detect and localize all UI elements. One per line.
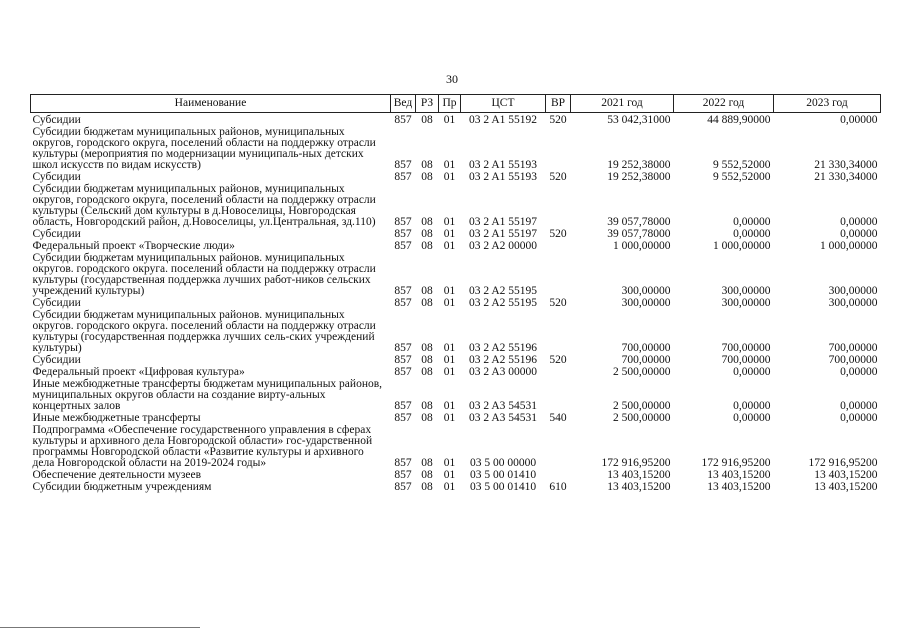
cell-cst: 03 2 A3 54531 — [468, 412, 538, 424]
table-row — [31, 310, 881, 355]
cell-cst: 03 2 A1 55197 — [468, 228, 538, 240]
cell-pr: 01 — [443, 457, 456, 469]
cell-vr: 610 — [549, 481, 567, 493]
cell-ved: 857 — [394, 354, 412, 366]
cell-2021: 172 916,95200 — [601, 457, 671, 469]
cell-2022: 0,00000 — [733, 216, 771, 228]
cell-name: Подпрограмма «Обеспечение государственного управления в сферах культуры и архивного дела Новгородской области» гос-ударственной программы Новгородской области «Развитие культуры и архивного дела Новгородской области на 2019-2024 годы» — [32, 424, 373, 469]
cell-cst: 03 2 A2 55195 — [468, 297, 538, 309]
cell-pr: 01 — [443, 342, 456, 354]
cell-2021: 2 500,00000 — [613, 400, 671, 412]
cell-rz: 08 — [421, 469, 433, 481]
cell-vr — [546, 425, 571, 470]
cell-2022: 300,00000 — [721, 297, 771, 309]
header-ved: Вед — [391, 95, 416, 113]
cell-2023: 0,00000 — [840, 412, 878, 424]
header-vr: ВР — [546, 95, 571, 113]
cell-2023: 0,00000 — [840, 228, 878, 240]
cell-rz: 08 — [421, 171, 433, 183]
cell-2023: 1 000,00000 — [820, 240, 878, 252]
cell-cst: 03 2 A2 55196 — [468, 354, 538, 366]
cell-ved: 857 — [394, 342, 412, 354]
cell-2021: 2 500,00000 — [613, 366, 671, 378]
cell-vr — [546, 241, 571, 253]
cell-rz: 08 — [421, 412, 433, 424]
header-2022: 2022 год — [674, 95, 774, 113]
cell-2021: 39 057,78000 — [607, 216, 671, 228]
cell-cst: 03 2 A2 55195 — [468, 285, 538, 297]
cell-name: Федеральный проект «Цифровая культура» — [32, 366, 245, 378]
cell-pr: 01 — [443, 366, 456, 378]
cell-name: Федеральный проект «Творческие люди» — [32, 240, 235, 252]
cell-2022: 0,00000 — [733, 228, 771, 240]
cell-rz: 08 — [421, 342, 433, 354]
cell-pr: 01 — [443, 171, 456, 183]
cell-2023: 21 330,34000 — [814, 171, 878, 183]
cell-name: Субсидии бюджетам муниципальных районов, муниципальных округов, городского округа, поселений области на поддержку отрасли культуры (Сельский дом культуры в д.Новоселицы, Новгородская область, Новгородский район, д.Новоселицы, ул.Центральная, зд.110) — [32, 183, 376, 228]
table-row — [31, 113, 881, 128]
cell-pr: 01 — [443, 228, 456, 240]
cell-pr: 01 — [443, 481, 456, 493]
cell-2021: 700,00000 — [621, 342, 671, 354]
cell-2023: 13 403,15200 — [814, 481, 878, 493]
cell-rz: 08 — [421, 285, 433, 297]
cell-name: Субсидии бюджетам муниципальных районов, муниципальных округов, городского округа, поселений области на поддержку отрасли культуры (мероприятия по модернизации муниципаль-ных детских школ искусств по видам искусств) — [32, 126, 376, 171]
cell-rz: 08 — [421, 481, 433, 493]
cell-ved: 857 — [394, 228, 412, 240]
cell-2023: 300,00000 — [828, 285, 878, 297]
header-2023: 2023 год — [774, 95, 881, 113]
cell-2021: 300,00000 — [621, 297, 671, 309]
cell-2022: 0,00000 — [733, 400, 771, 412]
cell-vr: 520 — [549, 297, 567, 309]
cell-cst: 03 2 A1 55193 — [468, 171, 538, 183]
header-rz: РЗ — [416, 95, 439, 113]
cell-pr: 01 — [443, 412, 456, 424]
cell-ved: 857 — [394, 469, 412, 481]
cell-name: Субсидии бюджетам муниципальных районов. муниципальных округов. городского округа. поселений области на поддержку отрасли культуры (государственная поддержка лучших работ-ников сельских учреждений культуры) — [32, 252, 376, 297]
cell-2023: 700,00000 — [828, 354, 878, 366]
cell-vr — [546, 184, 571, 229]
cell-2021: 53 042,31000 — [607, 114, 671, 126]
cell-rz: 08 — [421, 228, 433, 240]
cell-2021: 2 500,00000 — [613, 412, 671, 424]
cell-vr: 540 — [549, 412, 567, 424]
cell-2022: 700,00000 — [721, 342, 771, 354]
cell-2022: 0,00000 — [733, 412, 771, 424]
cell-vr — [546, 367, 571, 379]
cell-name: Субсидии бюджетным учреждениям — [32, 481, 212, 493]
cell-ved: 857 — [394, 171, 412, 183]
cell-pr: 01 — [443, 216, 456, 228]
cell-2022: 0,00000 — [733, 366, 771, 378]
table-body — [31, 113, 881, 495]
cell-pr: 01 — [443, 400, 456, 412]
cell-pr: 01 — [443, 297, 456, 309]
header-name: Наименование — [31, 95, 391, 113]
header-cst: ЦСТ — [461, 95, 546, 113]
cell-rz: 08 — [421, 159, 433, 171]
cell-ved: 857 — [394, 481, 412, 493]
table-row — [31, 482, 881, 494]
cell-pr: 01 — [443, 354, 456, 366]
cell-name: Субсидии — [32, 114, 81, 126]
cell-2023: 300,00000 — [828, 297, 878, 309]
header-row — [31, 95, 881, 113]
cell-cst: 03 2 A1 55192 — [468, 114, 538, 126]
cell-ved: 857 — [394, 297, 412, 309]
cell-2023: 13 403,15200 — [814, 469, 878, 481]
cell-rz: 08 — [421, 216, 433, 228]
cell-ved: 857 — [394, 457, 412, 469]
cell-rz: 08 — [421, 366, 433, 378]
cell-2022: 700,00000 — [721, 354, 771, 366]
cell-ved: 857 — [394, 240, 412, 252]
cell-2021: 13 403,15200 — [607, 481, 671, 493]
cell-2022: 44 889,90000 — [707, 114, 771, 126]
cell-2022: 13 403,15200 — [707, 469, 771, 481]
cell-ved: 857 — [394, 216, 412, 228]
cell-vr — [546, 127, 571, 172]
cell-ved: 857 — [394, 366, 412, 378]
cell-2022: 172 916,95200 — [701, 457, 771, 469]
cell-2023: 0,00000 — [840, 114, 878, 126]
budget-table — [30, 94, 881, 494]
cell-2023: 172 916,95200 — [808, 457, 878, 469]
cell-cst: 03 5 00 00000 — [469, 457, 537, 469]
cell-name: Иные межбюджетные трансферты бюджетам муниципальных районов, муниципальных округов области на создание вирту-альных концертных залов — [32, 378, 383, 412]
cell-pr: 01 — [443, 240, 456, 252]
cell-pr: 01 — [443, 159, 456, 171]
table-row — [31, 253, 881, 298]
cell-name: Иные межбюджетные трансферты — [32, 412, 201, 424]
table-row — [31, 379, 881, 413]
cell-2021: 13 403,15200 — [607, 469, 671, 481]
bottom-rule — [0, 627, 200, 628]
cell-cst: 03 2 A2 00000 — [468, 240, 538, 252]
cell-cst: 03 2 A1 55197 — [468, 216, 538, 228]
cell-vr: 520 — [549, 228, 567, 240]
cell-vr: 520 — [549, 114, 567, 126]
cell-rz: 08 — [421, 400, 433, 412]
table-row — [31, 425, 881, 470]
cell-name: Субсидии — [32, 171, 81, 183]
table-row — [31, 184, 881, 229]
page-number: 30 — [446, 72, 458, 86]
cell-2022: 13 403,15200 — [707, 481, 771, 493]
cell-cst: 03 2 A1 55193 — [468, 159, 538, 171]
cell-ved: 857 — [394, 159, 412, 171]
cell-2021: 19 252,38000 — [607, 159, 671, 171]
cell-2022: 9 552,52000 — [713, 171, 771, 183]
cell-2023: 21 330,34000 — [814, 159, 878, 171]
cell-cst: 03 2 A3 54531 — [468, 400, 538, 412]
cell-pr: 01 — [443, 114, 456, 126]
cell-cst: 03 2 A2 55196 — [468, 342, 538, 354]
cell-pr: 01 — [443, 469, 456, 481]
cell-2021: 700,00000 — [621, 354, 671, 366]
cell-vr: 520 — [549, 171, 567, 183]
cell-2022: 1 000,00000 — [713, 240, 771, 252]
cell-2021: 39 057,78000 — [607, 228, 671, 240]
cell-rz: 08 — [421, 457, 433, 469]
cell-cst: 03 2 A3 00000 — [468, 366, 538, 378]
cell-2021: 300,00000 — [621, 285, 671, 297]
cell-rz: 08 — [421, 114, 433, 126]
header-pr: Пр — [439, 95, 461, 113]
table-row — [31, 127, 881, 172]
cell-name: Обеспечение деятельности музеев — [32, 469, 202, 481]
cell-ved: 857 — [394, 400, 412, 412]
cell-ved: 857 — [394, 114, 412, 126]
cell-vr — [546, 253, 571, 298]
cell-cst: 03 5 00 01410 — [469, 469, 537, 481]
cell-ved: 857 — [394, 285, 412, 297]
cell-rz: 08 — [421, 354, 433, 366]
cell-2023: 0,00000 — [840, 366, 878, 378]
cell-rz: 08 — [421, 297, 433, 309]
cell-2022: 9 552,52000 — [713, 159, 771, 171]
cell-cst: 03 5 00 01410 — [469, 481, 537, 493]
cell-2022: 300,00000 — [721, 285, 771, 297]
cell-2023: 0,00000 — [840, 216, 878, 228]
cell-name: Субсидии бюджетам муниципальных районов. муниципальных округов. городского округа. поселений области на поддержку отрасли культуры (государственная поддержка лучших сель-ских учреждений культуры) — [32, 309, 376, 354]
cell-name: Субсидии — [32, 354, 81, 366]
cell-2021: 19 252,38000 — [607, 171, 671, 183]
cell-name: Субсидии — [32, 228, 81, 240]
cell-2023: 0,00000 — [840, 400, 878, 412]
cell-2023: 700,00000 — [828, 342, 878, 354]
cell-vr: 520 — [549, 354, 567, 366]
cell-ved: 857 — [394, 412, 412, 424]
cell-vr — [546, 310, 571, 355]
header-2021: 2021 год — [571, 95, 674, 113]
cell-vr — [546, 379, 571, 413]
cell-rz: 08 — [421, 240, 433, 252]
cell-pr: 01 — [443, 285, 456, 297]
cell-2021: 1 000,00000 — [613, 240, 671, 252]
cell-name: Субсидии — [32, 297, 81, 309]
